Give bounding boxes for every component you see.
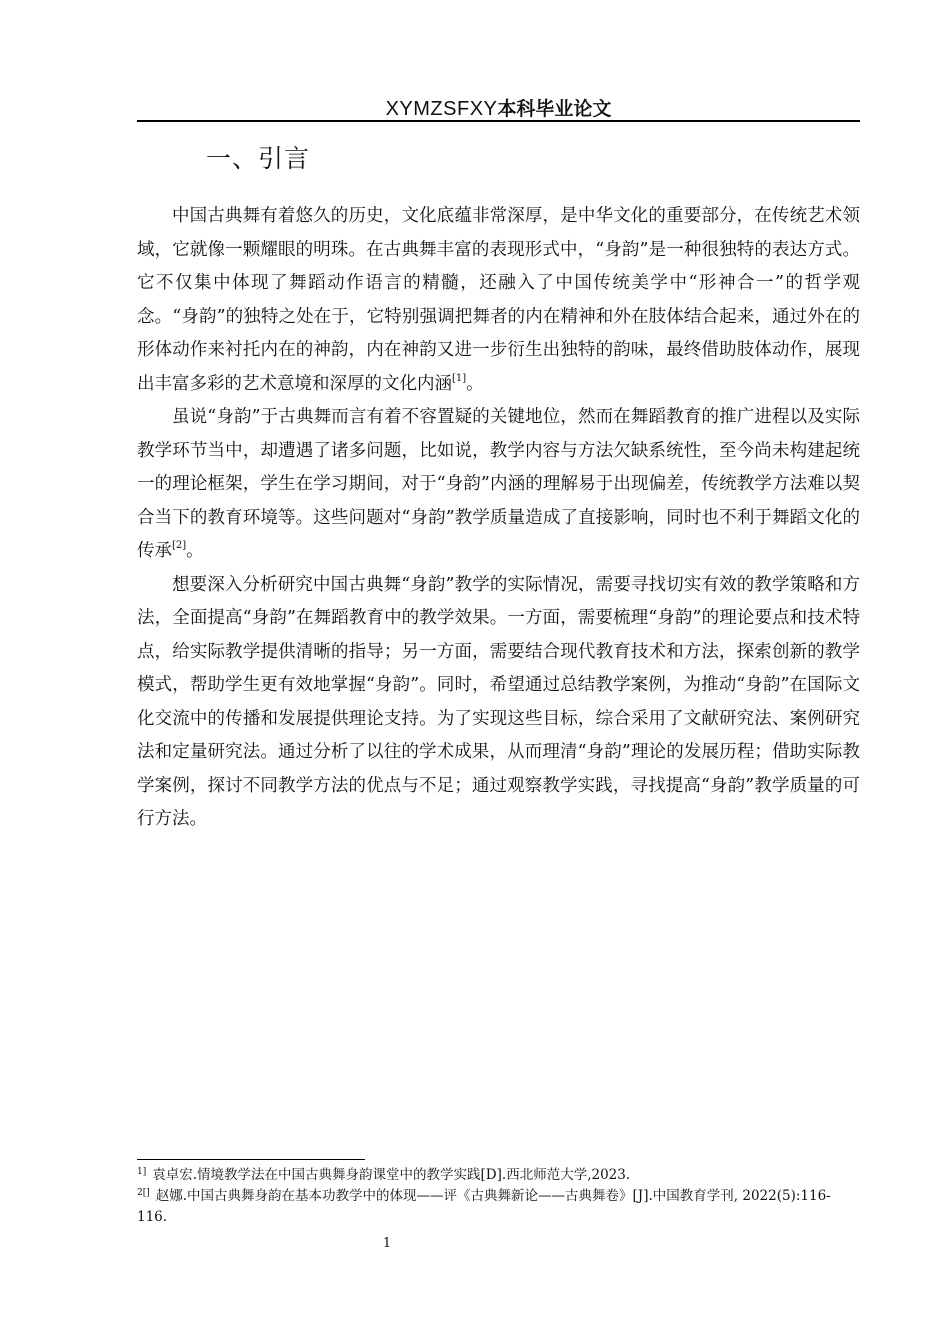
footnote-1 <box>137 1165 860 1186</box>
header-title: 本科毕业论文 <box>497 98 612 120</box>
paragraph-end: 。 <box>186 541 204 561</box>
paragraph-2 <box>137 401 860 569</box>
paragraph-text: 想要深入分析研究中国古典舞“身韵”教学的实际情况，需要寻找切实有效的教学策略和方法，全面提高“身韵”在舞蹈教育中的教学效果。一方面，需要梳理“身韵”的理论要点和技术特点，给实际教学提供清晰的指导；另一方面，需要结合现代教育技术和方法，探索创新的教学模式，帮助学生更有效地掌握“身韵”。同时，希望通过总结教学案例，为推动“身韵”在国际文化交流中的传播和发展提供理论支持。为了实现这些目标，综合采用了文献研究法、案例研究法和定量研究法。通过分析了以往的学术成果，从而理清“身韵”理论的发展历程；借助实际教学案例，探讨不同教学方法的优点与不足；通过观察教学实践，寻找提高“身韵”教学质量的可行方法。 <box>137 574 860 829</box>
paragraph-1 <box>137 200 860 401</box>
footnote-mark: 2[] <box>137 1188 150 1198</box>
footnote-2 <box>137 1186 860 1228</box>
footnote-text: 袁卓宏.情境教学法在中国古典舞身韵课堂中的教学实践[D].西北师范大学,2023. <box>152 1167 631 1183</box>
paragraph-text: 中国古典舞有着悠久的历史，文化底蕴非常深厚，是中华文化的重要部分，在传统艺术领域，它就像一颗耀眼的明珠。在古典舞丰富的表现形式中，“身韵”是一种很独特的表达方式。它不仅集中体现了舞蹈动作语言的精髓，还融入了中国传统美学中“形神合一”的哲学观念。“身韵”的独特之处在于，它特别强调把舞者的内在精神和外在肢体结合起来，通过外在的形体动作来衬托内在的神韵，内在神韵又进一步衍生出独特的韵味，最终借助肢体动作，展现出丰富多彩的艺术意境和深厚的文化内涵 <box>137 206 860 394</box>
citation-ref: [1] <box>452 372 467 384</box>
footnote-mark: 1] <box>137 1167 147 1177</box>
paragraph-text: 虽说“身韵”于古典舞而言有着不容置疑的关键地位，然而在舞蹈教育的推广进程以及实际教学环节当中，却遭遇了诸多问题，比如说，教学内容与方法欠缺系统性，至今尚未构建起统一的理论框架，学生在学习期间，对于“身韵”内涵的理解易于出现偏差，传统教学方法难以契合当下的教育环境等。这些问题对“身韵”教学质量造成了直接影响，同时也不利于舞蹈文化的传承 <box>137 407 860 561</box>
page-number: 1 <box>382 1236 392 1251</box>
page-header <box>137 94 860 122</box>
paragraph-end: 。 <box>466 373 484 394</box>
section-heading: 一、引言 <box>206 144 311 173</box>
footnotes <box>137 1165 860 1228</box>
footnote-text: 赵娜.中国古典舞身韵在基本功教学中的体现——评《古典舞新论——古典舞卷》[J].中国教育学刊, 2022(5):116-116. <box>137 1188 831 1225</box>
citation-ref: [2] <box>172 540 187 551</box>
body-text <box>137 200 860 837</box>
paragraph-3 <box>137 569 860 837</box>
header-code: XYMZSFXY <box>385 98 498 120</box>
footnote-divider <box>137 1159 365 1160</box>
